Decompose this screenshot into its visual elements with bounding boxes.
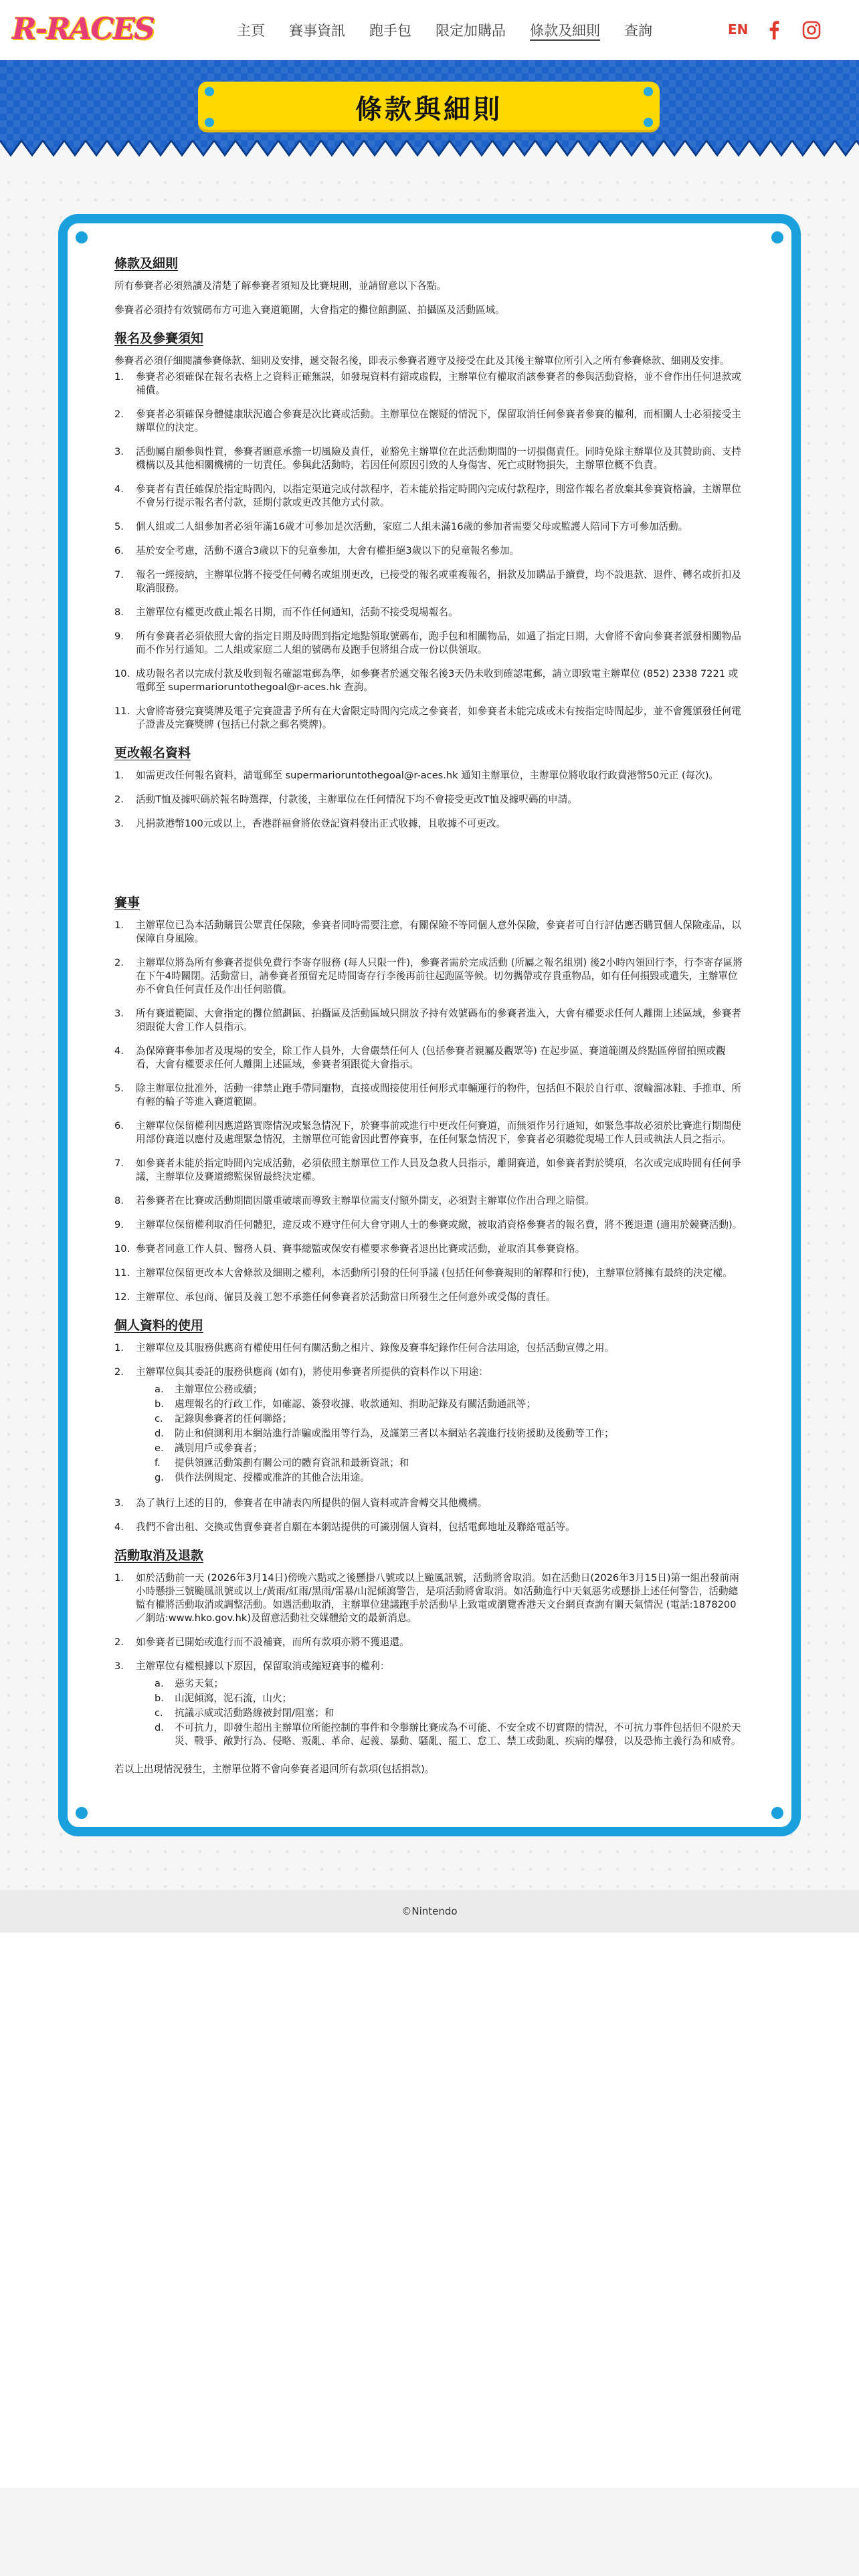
list-item: 3. 活動屬自願參與性質，參賽者願意承擔一切風險及責任，並豁免主辦單位在此活動期間的一切損傷責任。同時免除主辦單位及其贊助商、支持機構以及其他相關機構的一切責任。參與此活動時，若因任何原因引致的人身傷害、死亡或財物損失，主辦單位概不負責。 (114, 446, 741, 471)
list-item: 4. 為保障賽事參加者及現場的安全，除工作人員外，大會嚴禁任何人 (包括參賽者親屬及觀眾等) 在起步區、賽道範圍及終點區停留拍照或觀看，大會有權要求任何人離開上述區域，參賽者須跟從大會指示。 (114, 1045, 726, 1070)
site-header (0, 0, 859, 60)
list-item: 2. 如參賽者已開始或進行而不設補賽，而所有款項亦將不獲退還。 (114, 1636, 409, 1648)
intro-paragraph: 參賽者必須持有效號碼布方可進入賽道範圍，大會指定的攤位館劃區、拍攝區及活動區域。 (114, 304, 505, 316)
content-area (0, 174, 859, 1890)
sub-item: c. 抗議示威或活動路線被封閉/阻塞；和 (155, 1707, 335, 1719)
list-item: 9. 所有參賽者必須依照大會的指定日期及時間到指定地點領取號碼布，跑手包和相關物品，如過了指定日期，大會將不會向參賽者派發相關物品而不作另行通知。二人組或家庭二人組的號碼布及跑手包將組合成一份以供領取。 (114, 631, 741, 655)
list-item: 3. 所有賽道範圍、大會指定的攤位館劃區、拍攝區及活動區域只開放予持有效號碼布的參賽者進入，大會有權要求任何人離開上述區域，參賽者須跟從大會工作人員指示。 (114, 1008, 741, 1033)
copyright-text: ©Nintendo (401, 1905, 458, 1917)
change-list (114, 769, 745, 831)
section-heading-race: 賽事 (114, 895, 140, 910)
list-item: 3. 主辦單位有權根據以下原因，保留取消或縮短賽事的權利： a. 惡劣天氣； b. 山泥傾瀉，泥石流，山火； c. 抗議示威或活動路線被封閉/阻塞；和 d. 不可抗力，即發生超出主辦單位所能控制的事件和令舉辦比賽成為不可能、不安全或不切實際的情況，不可抗力事件包括但不限於天災、戰爭、敵對行為、侵略、叛亂、革命、起義、暴動、騷亂、罷工、怠工、禁工或動亂、疾病的爆發，以及恐怖主義行為和威脅。 (114, 1660, 745, 1749)
nav-runner-pack[interactable]: 跑手包 (369, 23, 411, 39)
list-item: 8. 若參賽者在比賽或活動期間因嚴重破壞而導致主辦單位需支付額外開支，必須對主辦單位作出合理之賠償。 (114, 1195, 595, 1206)
terms-document (114, 257, 745, 1776)
section-heading-privacy: 個人資料的使用 (114, 1318, 204, 1333)
nav-addons[interactable]: 限定加購品 (436, 23, 506, 39)
list-item: 11. 主辦單位保留更改本大會條款及細則之權利，本活動所引發的任何爭議 (包括任何參賽規則的解釋和行使)，主辦單位將擁有最終的決定權。 (114, 1267, 733, 1279)
sub-item: a. 主辦單位公務或續； (155, 1384, 263, 1395)
site-footer (0, 1890, 859, 1933)
list-item: 4. 參賽者有責任確保於指定時間內，以指定渠道完成付款程序，若未能於指定時間內完成付款程序，則當作報名者放棄其參賽資格論，主辦單位不會另行提示報名者付款，延期付款或更改其他方式付款。 (114, 484, 741, 508)
registration-list (114, 370, 745, 732)
nav-enquiry[interactable]: 查詢 (624, 23, 652, 39)
cancellation-list (114, 1572, 745, 1749)
list-item: 3. 為了執行上述的目的，參賽者在申請表內所提供的個人資料或許會轉交其他機構。 (114, 1497, 488, 1509)
race-list (114, 919, 745, 1304)
page-title: 條款與細則 (355, 94, 502, 125)
list-item: 7. 報名一經接納，主辦單位將不接受任何轉名或組別更改，已接受的報名或重複報名，捐款及加購品手續費，均不設退款、退件、轉名或折扣及取消服務。 (114, 569, 741, 594)
list-item: 10. 參賽者同意工作人員、醫務人員、賽事總監或保安有權要求參賽者退出比賽或活動，並取消其參賽資格。 (114, 1243, 585, 1255)
sub-item: d. 不可抗力，即發生超出主辦單位所能控制的事件和令舉辦比賽成為不可能、不安全或不切實際的情況，不可抗力事件包括但不限於天災、戰爭、敵對行為、侵略、叛亂、革命、起義、暴動、騷亂、罷工、怠工、禁工或動亂、疾病的爆發，以及恐怖主義行為和威脅。 (155, 1722, 741, 1747)
facebook-icon[interactable] (764, 20, 784, 40)
registration-intro: 參賽者必須仔細閱讀參賽條款、細則及安排，遞交報名後，即表示參賽者遵守及接受在此及其後主辦單位所引入之所有參賽條款、細則及安排。 (114, 355, 730, 366)
cancellation-sublist (155, 1677, 745, 1748)
list-item: 5. 個人組或二人組參加者必須年滿16歲才可參加是次活動，家庭二人組未滿16歲的參加者需要父母或監護人陪同下方可參加活動。 (114, 521, 688, 532)
list-item: 11. 大會將寄發完賽獎牌及電子完賽證書予所有在大會限定時間內完成之參賽者，如參賽者未能完成或未有按指定時間起步，並不會獲頒發任何電子證書及完賽獎牌 (包括已付款之郵名獎牌)。 (114, 706, 741, 730)
sub-item: f. 提供領匯活動策劃有關公司的體育資訊和最新資訊；和 (155, 1457, 409, 1469)
site-logo[interactable]: R-RACES (12, 12, 154, 46)
section-heading-registration: 報名及參賽須知 (114, 331, 204, 346)
page-blank-area (0, 1933, 859, 2488)
section-heading-change: 更改報名資料 (114, 746, 191, 760)
list-item: 1. 如需更改任何報名資料，請電郵至 supermarioruntothegoal@r-aces.hk 通知主辦單位，主辦單位將收取行政費港幣50元正 (每次)。 (114, 770, 719, 781)
sub-item: b. 山泥傾瀉，泥石流，山火； (155, 1693, 292, 1704)
list-item: 9. 主辦單位保留權利取消任何體犯，違反或不遵守任何大會守則人士的參賽或繳，被取消資格參賽者的報名費，將不獲退還 (適用於競賽活動)。 (114, 1219, 743, 1230)
sub-item: e. 識別用戶或參賽者； (155, 1442, 263, 1454)
intro-paragraph: 所有參賽者必須熟讀及清楚了解參賽者須知及比賽規則，並請留意以下各點。 (114, 280, 447, 292)
list-item: 6. 主辦單位保留權利因應道路實際情況或緊急情況下，於賽事前或進行中更改任何賽道，而無須作另行通知，如緊急事故必須於比賽進行期間使用部份賽道以應付及處理緊急情況，主辦單位可能會因此暫停賽事，在任何緊急情況下，參賽者必須聽從現場工作人員或執法人員之指示。 (114, 1120, 741, 1145)
list-item: 10. 成功報名者以完成付款及收到報名確認電郵為準，如參賽者於遞交報名後3天仍未收到確認電郵，請立即致電主辦單位 (852) 2338 7221 或電郵至 supermarioruntothegoal@r-aces.hk 查詢。 (114, 668, 739, 693)
nav-home[interactable]: 主頁 (237, 23, 265, 39)
section-heading-terms: 條款及細則 (114, 256, 179, 271)
list-item: 2. 主辦單位將為所有參賽者提供免費行李寄存服務 (每人只限一件)，參賽者需於完成活動 (所屬之報名組別) 後2小時內領回行李，行李寄存區將在下午4時關閉。活動當日，請參賽者預留充足時間寄存行李後再前往起跑區等候。切勿攜帶或存貴重物品，如有任何損毀或遺失，主辦單位亦不會負任何責任及作出任何賠償。 (114, 957, 743, 995)
section-heading-cancellation: 活動取消及退款 (114, 1548, 204, 1563)
sub-item: a. 惡劣天氣； (155, 1678, 223, 1689)
privacy-sublist (155, 1383, 745, 1485)
list-item: 3. 凡捐款港幣100元或以上，香港群福會將依登記資料發出正式收據，且收據不可更改。 (114, 818, 506, 829)
list-item: 8. 主辦單位有權更改截止報名日期，而不作任何通知，活動不接受現場報名。 (114, 607, 458, 618)
list-item: 1. 主辦單位及其服務供應商有權使用任何有關活動之相片、錄像及賽事紀錄作任何合法用途，包括活動宣傳之用。 (114, 1342, 615, 1354)
page-banner (0, 60, 859, 174)
terms-card (58, 214, 801, 1836)
privacy-list (114, 1341, 745, 1534)
list-item: 1. 如於活動前一天 (2026年3月14日)傍晚六點或之後懸掛八號或以上颱風訊號，活動將會取消。如在活動日(2026年3月15日)第一組出發前兩小時懸掛三號颱風訊號或以上/黃雨/紅雨/黑雨/雷暴/山泥傾瀉警告，是項活動將會取消。如活動進行中天氣惡劣或懸掛上述任何警告，活動總監有權將活動取消或調整活動。如遇活動取消，主辦單位建議跑手於活動早上致電或瀏覽香港天文台網頁查詢有關天氣情況 (電話:1878200／網站:www.hko.gov.hk)及留意活動社交媒體給文的最新消息。 (114, 1572, 739, 1624)
sub-item: g. 供作法例規定、授權或准許的其他合法用途。 (155, 1472, 370, 1483)
list-item: 12. 主辦單位、承包商、僱員及義工恕不承擔任何參賽者於活動當日所發生之任何意外或受傷的責任。 (114, 1291, 556, 1303)
list-item: 7. 如參賽者未能於指定時間內完成活動，必須依照主辦單位工作人員及急救人員指示，離開賽道，如參賽者對於獎項，名次或完成時間有任何爭議，主辦單位及賽道總監保留最終決定權。 (114, 1158, 741, 1182)
sub-item: d. 防止和偵測利用本網站進行詐騙或濫用等行為，及謹第三者以本網站名義進行技術援助及後動等工作； (155, 1428, 614, 1439)
list-item: 5. 除主辦單位批准外，活動一律禁止跑手帶同寵物，直接或間接使用任何形式車輛運行的物件，包括但不限於自行車、滾輪溜冰鞋、手推車、所有輕的輪子等進入賽道範圍。 (114, 1083, 741, 1107)
closing-paragraph: 若以上出現情況發生，主辦單位將不會向參賽者退回所有款項(包括捐款)。 (114, 1763, 435, 1775)
nav-terms[interactable]: 條款及細則 (530, 23, 600, 39)
list-item: 4. 我們不會出租、交換或售賣參賽者自願在本網站提供的可識別個人資料，包括電郵地址及聯絡電話等。 (114, 1521, 575, 1533)
list-item: 1. 主辦單位已為本活動購買公眾責任保險，參賽者同時需要注意，有關保險不等同個人意外保險，參賽者可自行評估應否購買個人保險產品，以保障自身風險。 (114, 920, 741, 944)
instagram-icon[interactable] (801, 20, 822, 40)
language-switch[interactable]: EN (728, 21, 749, 37)
list-item: 2. 主辦單位與其委託的服務供應商 (如有)，將使用參賽者所提供的資料作以下用途： a. 主辦單位公務或續； b. 處理報名的行政工作，如確認、簽發收據、收款通知、捐助記錄及有關活動通訊等； c. 記錄與參賽者的任何聯絡； d. 防止和偵測利用本網站進行詐騙或濫用等行為，及謹第三者以本網站名義進行技術援助及後動等工作； e. 識別用戶或參賽者； f. 提供領匯活動策劃有關公司的體育資訊和最新資訊；和 g. 供作法例規定、授權或准許的其他合法用途。 (114, 1366, 745, 1486)
sub-item: b. 處理報名的行政工作，如確認、簽發收據、收款通知、捐助記錄及有關活動通訊等； (155, 1398, 536, 1410)
list-item: 6. 基於安全考慮，活動不適合3歲以下的兒童參加，大會有權拒絕3歲以下的兒童報名參加。 (114, 545, 520, 556)
list-item: 2. 活動T恤及據呎碼於報名時選擇，付款後，主辦單位在任何情況下均不會接受更改T恤及據呎碼的申請。 (114, 794, 577, 805)
nav-race-info[interactable]: 賽事資訊 (289, 23, 345, 39)
sub-item: c. 記錄與參賽者的任何聯絡； (155, 1413, 292, 1424)
list-item: 2. 參賽者必須確保身體健康狀況適合參賽是次比賽或活動。主辦單位在懷疑的情況下，保留取消任何參賽者參賽的權利，而相關人士必須接受主辦單位的決定。 (114, 409, 741, 433)
banner-title-box (198, 82, 660, 132)
main-nav (225, 21, 664, 40)
list-item: 1. 參賽者必須確保在報名表格上之資料正確無誤，如發現資料有錯或虛假，主辦單位有權取消該參賽者的參與活動資格，並不會作出任何退款或補償。 (114, 371, 741, 396)
